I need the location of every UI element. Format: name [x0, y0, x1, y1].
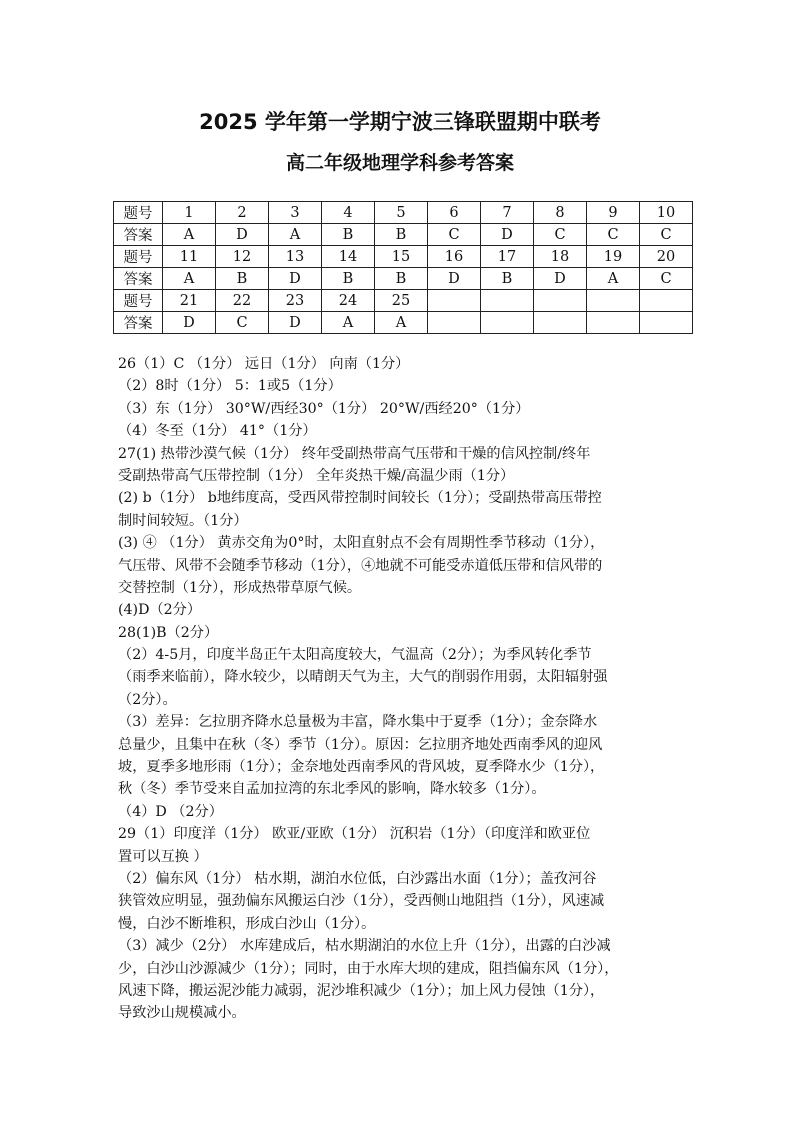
table-cell: 21 — [163, 290, 216, 312]
table-row — [114, 312, 693, 334]
table-cell — [428, 290, 481, 312]
table-cell: 3 — [269, 202, 322, 224]
answer-line: 慢，白沙不断堆积，形成白沙山（1分）。 — [118, 915, 376, 932]
table-cell: 9 — [587, 202, 640, 224]
table-cell: D — [269, 312, 322, 334]
row-label: 答案 — [114, 224, 163, 246]
table-cell: C — [428, 224, 481, 246]
table-cell: C — [640, 268, 693, 290]
table-cell: 14 — [322, 246, 375, 268]
table-cell: 4 — [322, 202, 375, 224]
answer-line: （2分）。 — [118, 691, 177, 708]
answer-line: 导致沙山规模减小。 — [118, 1005, 246, 1022]
answer-line: 26（1）C （1分） 远日（1分） 向南（1分） — [118, 356, 410, 372]
table-cell — [587, 312, 640, 334]
answer-line: 狭管效应明显，强劲偏东风搬运白沙（1分），受西侧山地阻挡（1分），风速减 — [118, 893, 605, 910]
table-cell: C — [640, 224, 693, 246]
table-cell: A — [322, 312, 375, 334]
answer-line: 总量少，且集中在秋（冬）季节（1分）。原因：乞拉朋齐地处西南季风的迎风 — [118, 736, 603, 753]
table-cell: A — [269, 224, 322, 246]
table-cell: A — [587, 268, 640, 290]
table-cell — [587, 290, 640, 312]
table-cell: 12 — [216, 246, 269, 268]
table-cell: B — [322, 268, 375, 290]
table-cell: 13 — [269, 246, 322, 268]
table-cell: 7 — [481, 202, 534, 224]
answer-line: （4）D （2分） — [118, 803, 223, 820]
answer-line: （3）东（1分） 30°W/西经30°（1分） 20°W/西经20°（1分） — [118, 400, 530, 417]
table-cell: 10 — [640, 202, 693, 224]
table-cell: C — [587, 224, 640, 246]
answer-line: 风速下降，搬运泥沙能力减弱，泥沙堆积减少（1分）；加上风力侵蚀（1分）， — [118, 982, 605, 999]
answer-line: 27(1) 热带沙漠气候（1分） 终年受副热带高气压带和干燥的信风控制/终年 — [118, 445, 591, 462]
answer-line: 坡，夏季多地形雨（1分）；金奈地处西南季风的背风坡，夏季降水少（1分）， — [118, 759, 605, 776]
row-label: 题号 — [114, 246, 163, 268]
table-cell — [534, 290, 587, 312]
table-cell: 11 — [163, 246, 216, 268]
table-cell: 6 — [428, 202, 481, 224]
table-cell: 19 — [587, 246, 640, 268]
document-subtitle: 高二年级地理学科参考答案 — [285, 152, 514, 174]
table-row — [114, 202, 693, 224]
table-row — [114, 224, 693, 246]
table-cell: D — [428, 268, 481, 290]
table-row — [114, 246, 693, 268]
answer-line: （3）差异：乞拉朋齐降水总量极为丰富，降水集中于夏季（1分）；金奈降水 — [118, 714, 598, 731]
table-cell: 22 — [216, 290, 269, 312]
answer-line: 交替控制（1分），形成热带草原气候。 — [118, 579, 362, 596]
answer-line: （2）8时（1分） 5：1或5（1分） — [118, 378, 342, 395]
answer-line: 置可以互换 ） — [118, 848, 208, 865]
table-cell: D — [269, 268, 322, 290]
answer-line: (3) ④ （1分） 黄赤交角为0°时，太阳直射点不会有周期性季节移动（1分）， — [118, 535, 605, 552]
table-cell: 2 — [216, 202, 269, 224]
table-cell: 16 — [428, 246, 481, 268]
table-cell: C — [216, 312, 269, 334]
table-cell: B — [375, 224, 428, 246]
table-cell — [481, 290, 534, 312]
table-cell: C — [534, 224, 587, 246]
answer-line: 28(1)B（2分） — [118, 624, 219, 641]
row-label: 答案 — [114, 268, 163, 290]
answer-explanations — [118, 353, 698, 1025]
answer-line: 受副热带高气压带控制（1分） 全年炎热干燥/高温少雨（1分） — [118, 467, 515, 484]
table-cell: D — [163, 312, 216, 334]
answer-line: (4)D（2分） — [118, 602, 202, 619]
table-cell: B — [216, 268, 269, 290]
answer-line: 29（1）印度洋（1分） 欧亚/亚欧（1分） 沉积岩（1分）（印度洋和欧亚位 — [118, 826, 591, 843]
row-label: 答案 — [114, 312, 163, 334]
table-cell: 8 — [534, 202, 587, 224]
answer-table — [113, 201, 693, 334]
answer-line: 制时间较短。（1分） — [118, 512, 248, 529]
table-cell: 5 — [375, 202, 428, 224]
table-cell: B — [322, 224, 375, 246]
table-cell: 20 — [640, 246, 693, 268]
document-title: 2025 学年第一学期宁波三锋联盟期中联考 — [199, 110, 601, 134]
table-cell: D — [534, 268, 587, 290]
table-cell: 17 — [481, 246, 534, 268]
table-cell: B — [481, 268, 534, 290]
table-cell — [640, 312, 693, 334]
table-cell — [640, 290, 693, 312]
table-cell: A — [163, 224, 216, 246]
table-cell: A — [375, 312, 428, 334]
table-row — [114, 268, 693, 290]
answer-line: 气压带、风带不会随季节移动（1分），④地就不可能受赤道低压带和信风带的 — [118, 557, 603, 574]
table-cell: D — [216, 224, 269, 246]
table-cell: 15 — [375, 246, 428, 268]
table-cell: D — [481, 224, 534, 246]
answer-line: （雨季来临前），降水较少，以晴朗天气为主，大气的削弱作用弱，太阳辐射强 — [118, 669, 608, 686]
row-label: 题号 — [114, 202, 163, 224]
table-row — [114, 290, 693, 312]
table-cell: B — [375, 268, 428, 290]
table-cell — [534, 312, 587, 334]
table-cell: 23 — [269, 290, 322, 312]
answer-line: （3）减少（2分） 水库建成后，枯水期湖泊的水位上升（1分），出露的白沙减 — [118, 938, 611, 955]
answer-line: （2）偏东风（1分） 枯水期，湖泊水位低，白沙露出水面（1分）；盖孜河谷 — [118, 870, 597, 887]
table-cell: 1 — [163, 202, 216, 224]
row-label: 题号 — [114, 290, 163, 312]
answer-line: 少，白沙山沙源减少（1分）；同时，由于水库大坝的建成，阻挡偏东风（1分）， — [118, 960, 619, 977]
table-cell — [428, 312, 481, 334]
table-cell: 18 — [534, 246, 587, 268]
answer-line: 秋（冬）季节受来自孟加拉湾的东北季风的影响，降水较多（1分）。 — [118, 781, 546, 798]
table-cell: 25 — [375, 290, 428, 312]
answer-line: （4）冬至（1分） 41°（1分） — [118, 423, 317, 440]
answer-line: （2）4-5月，印度半岛正午太阳高度较大，气温高（2分）；为季风转化季节 — [118, 647, 592, 664]
table-cell: 24 — [322, 290, 375, 312]
table-cell — [481, 312, 534, 334]
answer-line: (2) b（1分） b地纬度高，受西风带控制时间较长（1分）；受副热带高压带控 — [118, 490, 602, 507]
table-cell: A — [163, 268, 216, 290]
